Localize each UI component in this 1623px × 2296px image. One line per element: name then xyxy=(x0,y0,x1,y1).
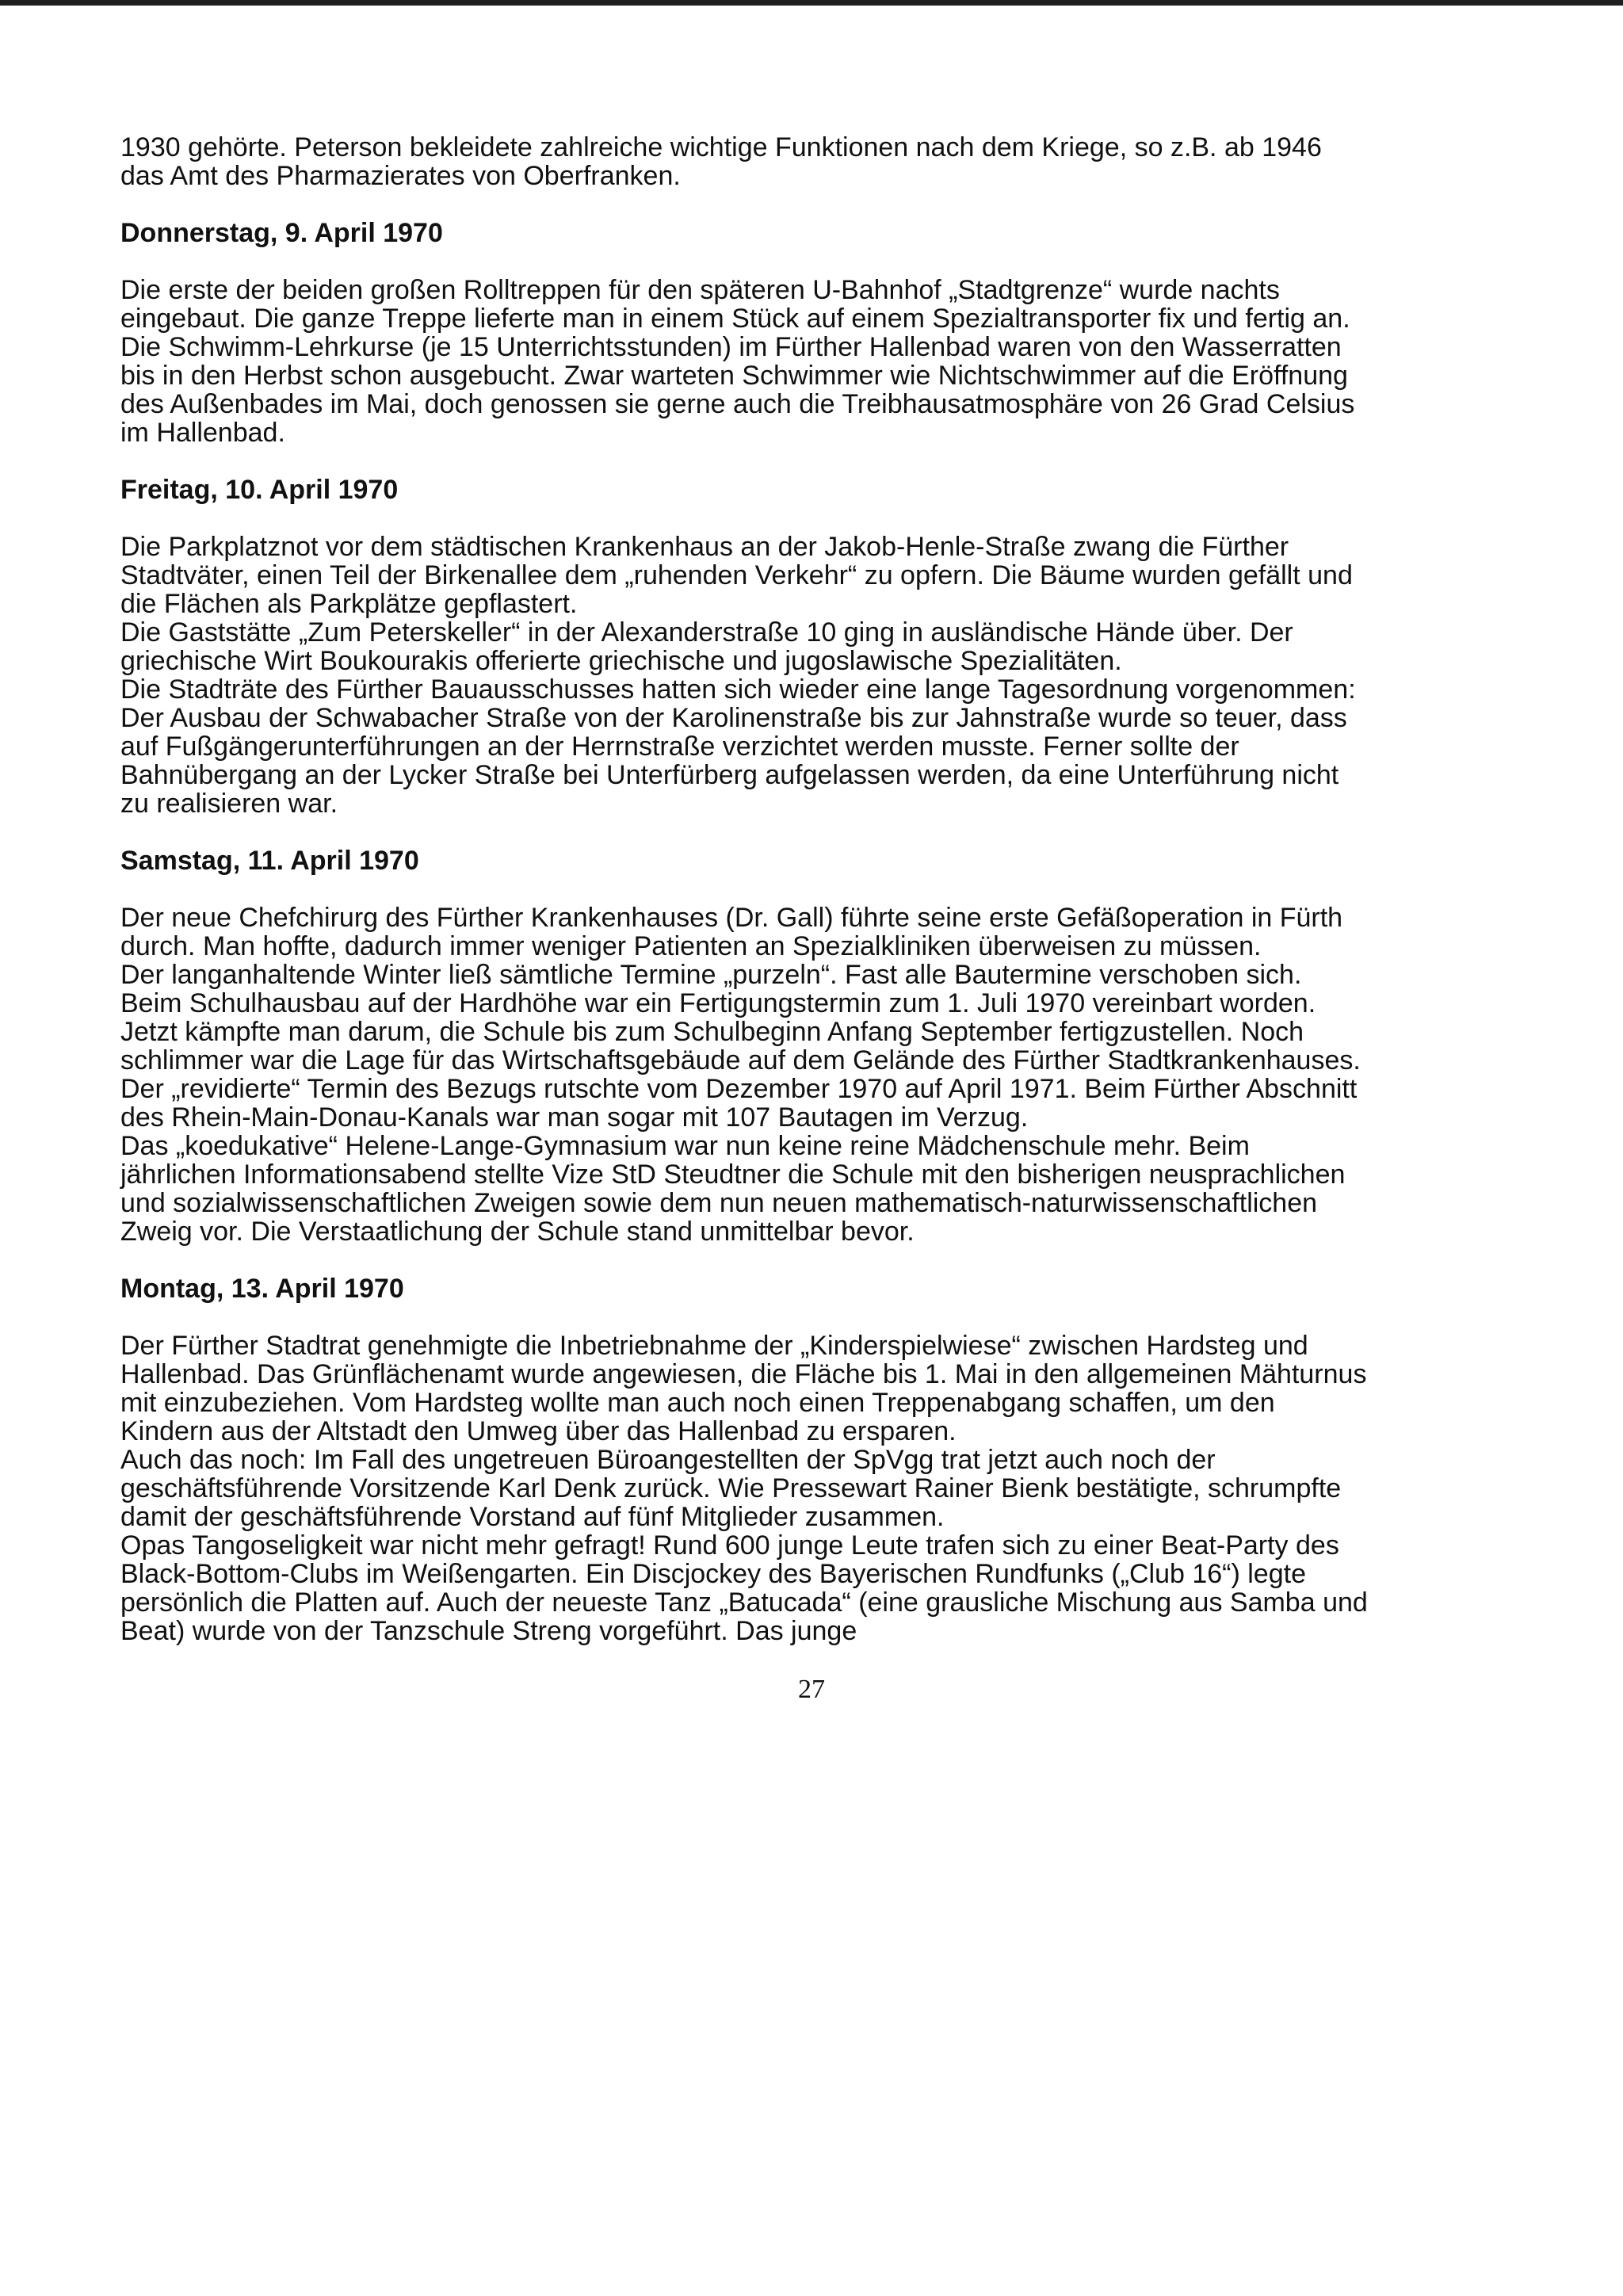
body-paragraph: Die erste der beiden großen Rolltreppen für den späteren U-Bahnhof „Stadtgrenze“ wurde nachts eingebaut. Die ganze Treppe lieferte man in einem Stück auf einem Spezialtransporter fix und fertig an. xyxy=(120,275,1350,334)
document-content xyxy=(120,133,1369,1645)
body-paragraph: Der neue Chefchirurg des Fürther Krankenhauses (Dr. Gall) führte seine erste Gefäßoperation in Fürth durch. Man hoffte, dadurch immer weniger Patienten an Spezialkliniken überweisen zu müssen. xyxy=(120,903,1343,961)
body-paragraph: Der Fürther Stadtrat genehmigte die Inbetriebnahme der „Kinderspielwiese“ zwischen Hardsteg und Hallenbad. Das Grünflächenamt wurde angewiesen, die Fläche bis 1. Mai in den allgemeinen Mähturnus mit einzubeziehen. Vom Hardsteg wollte man auch noch einen Treppenabgang schaffen, um den Kindern aus der Altstadt den Umweg über das Hallenbad zu ersparen. xyxy=(120,1331,1367,1446)
body-paragraph: Opas Tangoseligkeit war nicht mehr gefragt! Rund 600 junge Leute trafen sich zu einer Beat-Party des Black-Bottom-Clubs im Weißengarten. Ein Discjockey des Bayerischen Rundfunks („Club 16“) legte persönlich die Platten auf. Auch der neueste Tanz „Batucada“ (eine grausliche Mischung aus Samba und Beat) wurde von der Tanzschule Streng vorgeführt. Das junge xyxy=(120,1530,1368,1646)
scan-edge-artifact xyxy=(0,0,1623,6)
body-paragraph: 1930 gehörte. Peterson bekleidete zahlreiche wichtige Funktionen nach dem Kriege, so z.B. ab 1946 das Amt des Pharmazierates von Oberfranken. xyxy=(120,132,1322,191)
section-heading: Donnerstag, 9. April 1970 xyxy=(120,218,443,248)
body-paragraph: Das „koedukative“ Helene-Lange-Gymnasium war nun keine reine Mädchenschule mehr. Beim jährlichen Informationsabend stellte Vize StD Steudtner die Schule mit den bisherigen neusprachlichen und sozialwissenschaftlichen Zweigen sowie dem nun neuen mathematisch-naturwissenschaftlichen Zweig vor. Die Verstaatlichung der Schule stand unmittelbar bevor. xyxy=(120,1131,1346,1247)
body-paragraph: Die Schwimm-Lehrkurse (je 15 Unterrichtsstunden) im Fürther Hallenbad waren von den Wasserratten bis in den Herbst schon ausgebucht. Zwar warteten Schwimmer wie Nichtschwimmer auf die Eröffnung des Außenbades im Mai, doch genossen sie gerne auch die Treibhausatmosphäre von 26 Grad Celsius im Hallenbad. xyxy=(120,332,1355,448)
section-heading: Montag, 13. April 1970 xyxy=(120,1274,404,1304)
body-paragraph: Die Gaststätte „Zum Peterskeller“ in der Alexanderstraße 10 ging in ausländische Hände über. Der griechische Wirt Boukourakis offerierte griechische und jugoslawische Spezialitäten. xyxy=(120,617,1293,676)
page-number: 27 xyxy=(798,1675,825,1704)
section-heading: Freitag, 10. April 1970 xyxy=(120,475,399,505)
body-paragraph: Die Parkplatznot vor dem städtischen Krankenhaus an der Jakob-Henle-Straße zwang die Fürther Stadtväter, einen Teil der Birkenallee dem „ruhenden Verkehr“ zu opfern. Die Bäume wurden gefällt und die Flächen als Parkplätze gepflastert. xyxy=(120,532,1353,619)
body-paragraph: Auch das noch: Im Fall des ungetreuen Büroangestellten der SpVgg trat jetzt auch noch der geschäftsführende Vorsitzende Karl Denk zurück. Wie Pressewart Rainer Bienk bestätigte, schrumpfte damit der geschäftsführende Vorstand auf fünf Mitglieder zusammen. xyxy=(120,1445,1342,1532)
section-heading: Samstag, 11. April 1970 xyxy=(120,846,419,876)
body-paragraph: Die Stadträte des Fürther Bauausschusses hatten sich wieder eine lange Tagesordnung vorgenommen: Der Ausbau der Schwabacher Straße von der Karolinenstraße bis zur Jahnstraße wurde so teuer, dass auf Fußgängerunterführungen an der Herrnstraße verzichtet werden musste. Ferner sollte der Bahnübergang an der Lycker Straße bei Unterfürberg aufgelassen werden, da eine Unterführung nicht zu realisieren war. xyxy=(120,674,1356,819)
body-paragraph: Der langanhaltende Winter ließ sämtliche Termine „purzeln“. Fast alle Bautermine verschoben sich. Beim Schulhausbau auf der Hardhöhe war ein Fertigungstermin zum 1. Juli 1970 vereinbart worden. Jetzt kämpfte man darum, die Schule bis zum Schulbeginn Anfang September fertigzustellen. Noch schlimmer war die Lage für das Wirtschaftsgebäude auf dem Gelände des Fürther Stadtkrankenhauses. Der „revidierte“ Termin des Bezugs rutschte vom Dezember 1970 auf April 1971. Beim Fürther Abschnitt des Rhein-Main-Donau-Kanals war man sogar mit 107 Bautagen im Verzug. xyxy=(120,960,1361,1133)
